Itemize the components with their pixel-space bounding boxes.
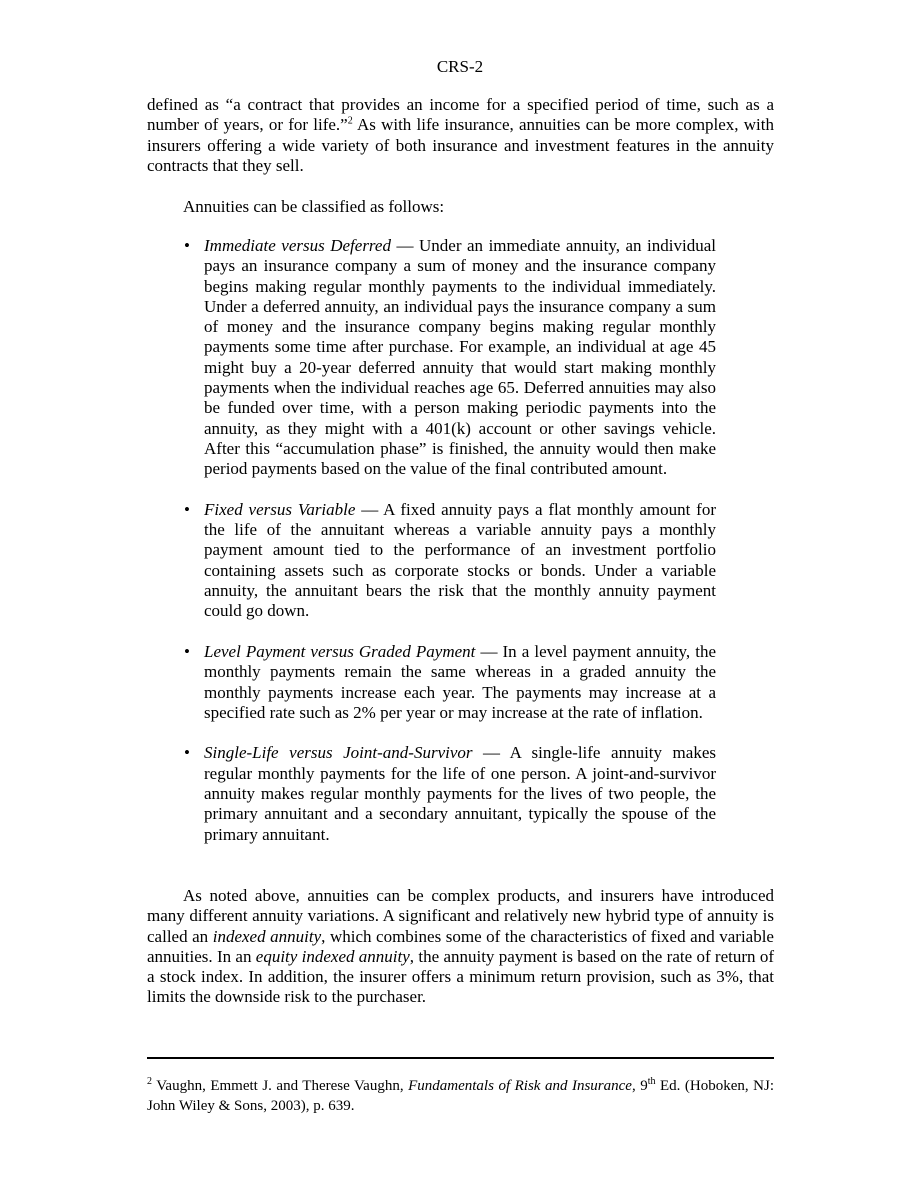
paragraph-text-part: defined as “a contract that provides an income for a specified period of time, such as a number of years, or for life.” <box>147 95 774 135</box>
footnote <box>147 1076 774 1116</box>
list-item-text: — A single-life annuity makes regular monthly payments for the life of one person. A joint-and-survivor annuity makes regular monthly payments for the lives of two people, the primary annuitant and a secondary annuitant, typically the spouse of the primary annuitant. <box>204 743 716 844</box>
list-item-term: Level Payment versus Graded Payment <box>204 641 476 661</box>
paragraph-text-part: As noted above, annuities can be complex products, and insurers have introduced many different annuity variations. A significant and relatively new hybrid type of annuity is called an <box>147 886 774 946</box>
page-header: CRS-2 <box>436 57 484 76</box>
list-item-text: — A fixed annuity pays a flat monthly amount for the life of the annuitant whereas a variable annuity pays a monthly payment amount tied to the performance of an investment portfolio containing assets such as corporate stocks or bonds. Under a variable annuity, the annuitant bears the risk that the monthly annuity payment could go down. <box>204 499 717 621</box>
paragraph-text-part: , which combines some of the characteristics of fixed and variable annuities. In an <box>147 926 774 966</box>
paragraph-text-part: , the annuity payment is based on the rate of return of a stock index. In addition, the insurer offers a minimum return provision, such as 3%, that limits the downside risk to the purchaser. <box>147 946 774 1007</box>
footnote-book-title: Fundamentals of Risk and Insurance <box>408 1078 632 1094</box>
list-item <box>147 743 716 844</box>
paragraph-text <box>147 886 774 1008</box>
footnote-text-part: Vaughn, Emmett J. and Therese Vaughn, <box>152 1078 409 1094</box>
term-equity-indexed-annuity: equity indexed annuity <box>255 946 410 966</box>
list-item <box>147 642 716 723</box>
bullet-icon: • <box>184 641 190 661</box>
paragraph-indexed-annuity <box>147 886 774 1008</box>
footnote-edition-suffix: th <box>647 1076 656 1087</box>
footnote-text-part: , 9 <box>631 1078 648 1094</box>
list-item-text: — Under an immediate annuity, an individual pays an insurance company a sum of money and the insurance company begins making regular monthly payments to the individual immediately. Under a deferred annuity, an individual pays the insurance company a sum of money and the insurance company begins making regular monthly payments some time after purchase. For example, an individual at age 45 might buy a 20-year deferred annuity that would start making monthly payments when the individual reaches age 65. Deferred annuities may also be funded over time, with a person making periodic payments into the annuity, as they might with a 401(k) account or other savings vehicle. After this “accumulation phase” is finished, the annuity would then make period payments based on the value of the final contributed amount. <box>204 236 716 479</box>
term-indexed-annuity: indexed annuity <box>212 926 322 946</box>
paragraph-classification-intro <box>147 197 774 217</box>
footnote-text-part: Ed. (Hoboken, NJ: John Wiley & Sons, 2003), p. 639. <box>147 1078 775 1114</box>
list-item-text: — In a level payment annuity, the monthly payments remain the same whereas in a graded annuity the monthly payments increase each year. The payments may increase at a specified rate such as 2% per year or may increase at the rate of inflation. <box>204 641 717 722</box>
list-item-term: Single-Life versus Joint-and-Survivor <box>204 743 473 763</box>
bullet-icon: • <box>184 236 190 255</box>
paragraph-text: Annuities can be classified as follows: <box>183 197 445 216</box>
footnote-divider <box>147 1057 774 1059</box>
list-item <box>147 236 716 480</box>
annuity-classification-list <box>147 236 774 865</box>
footnote-number: 2 <box>147 1076 152 1087</box>
footnote-reference[interactable]: 2 <box>347 115 353 127</box>
list-item-term: Immediate versus Deferred <box>204 236 391 255</box>
bullet-icon: • <box>184 499 190 519</box>
list-item <box>147 500 716 622</box>
paragraph-annuity-definition <box>147 95 774 176</box>
paragraph-text <box>147 95 774 176</box>
bullet-icon: • <box>184 743 190 763</box>
list-item-term: Fixed versus Variable <box>204 499 356 519</box>
paragraph-text-part: As with life insurance, annuities can be more complex, with insurers offering a wide variety of both insurance and investment features in the annuity contracts that they sell. <box>147 115 774 175</box>
